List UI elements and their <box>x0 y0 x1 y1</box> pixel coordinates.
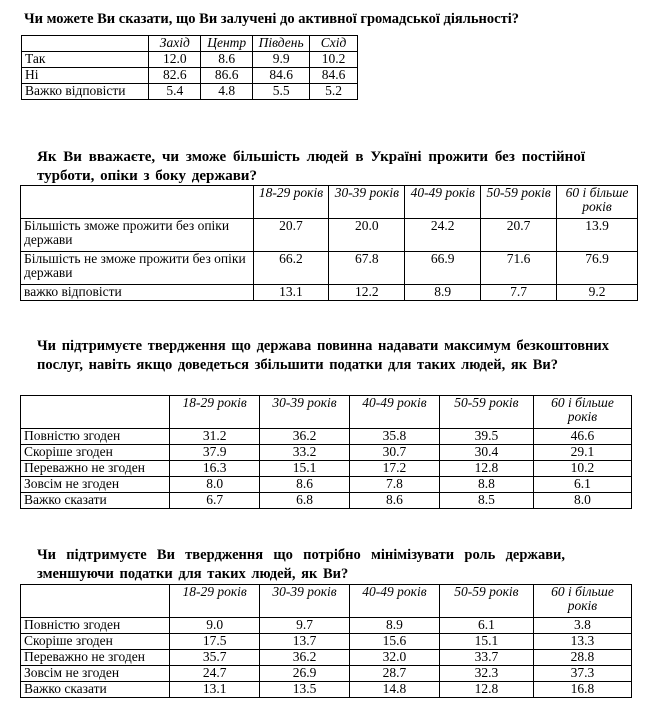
table-row <box>21 285 638 301</box>
row-label: Повністю згоден <box>21 429 170 445</box>
table-4 <box>20 584 632 698</box>
column-header: 40-49 років <box>349 585 439 618</box>
table-header-row <box>21 585 632 618</box>
column-header: 50-59 років <box>439 585 533 618</box>
cell: 16.8 <box>533 682 631 698</box>
question-4-title: Чи підтримуєте Ви твердження що потрібно мінімізувати роль держави, зменшуючи податки для таких людей, як Ви? <box>37 547 565 582</box>
cell: 8.6 <box>260 477 350 493</box>
cell: 46.6 <box>533 429 631 445</box>
row-label: Зовсім не згоден <box>21 666 170 682</box>
table-row <box>21 219 638 252</box>
column-header: 40-49 років <box>405 186 481 219</box>
table-row <box>21 634 632 650</box>
cell: 9.7 <box>260 618 350 634</box>
table-row <box>22 84 358 100</box>
cell: 10.2 <box>533 461 631 477</box>
table-header-row <box>21 396 632 429</box>
row-label: Переважно не згоден <box>21 461 170 477</box>
table-row <box>21 429 632 445</box>
cell: 20.7 <box>253 219 329 252</box>
cell: 8.8 <box>439 477 533 493</box>
cell: 5.4 <box>149 84 201 100</box>
cell: 86.6 <box>201 68 253 84</box>
cell: 12.0 <box>149 52 201 68</box>
column-header: Центр <box>201 36 253 52</box>
cell: 7.7 <box>481 285 557 301</box>
cell: 9.0 <box>170 618 260 634</box>
cell: 31.2 <box>170 429 260 445</box>
cell: 84.6 <box>253 68 310 84</box>
table-row <box>21 493 632 509</box>
cell: 12.2 <box>329 285 405 301</box>
table-header-row <box>21 186 638 219</box>
cell: 71.6 <box>481 252 557 285</box>
cell: 24.7 <box>170 666 260 682</box>
table-row <box>21 477 632 493</box>
cell: 30.7 <box>349 445 439 461</box>
header-blank <box>21 396 170 429</box>
table-row <box>22 52 358 68</box>
question-1-title: Чи можете Ви сказати, що Ви залучені до активної громадської діяльності? <box>24 11 520 27</box>
table-row <box>21 682 632 698</box>
cell: 4.8 <box>201 84 253 100</box>
cell: 13.1 <box>253 285 329 301</box>
cell: 8.6 <box>349 493 439 509</box>
cell: 37.3 <box>533 666 631 682</box>
cell: 5.5 <box>253 84 310 100</box>
cell: 10.2 <box>310 52 358 68</box>
column-header: 18-29 років <box>170 396 260 429</box>
cell: 28.7 <box>349 666 439 682</box>
header-blank <box>22 36 149 52</box>
cell: 36.2 <box>260 650 350 666</box>
column-header: 50-59 років <box>439 396 533 429</box>
row-label: Більшість зможе прожити без опіки держави <box>21 219 254 252</box>
cell: 33.2 <box>260 445 350 461</box>
cell: 32.3 <box>439 666 533 682</box>
question-3-title: Чи підтримуєте твердження що держава повинна надавати максимум безкоштовних послуг, навіть якщо доведеться збільшити податки для таких людей, як Ви? <box>37 338 609 373</box>
row-label: Важко сказати <box>21 682 170 698</box>
cell: 8.0 <box>170 477 260 493</box>
cell: 13.3 <box>533 634 631 650</box>
cell: 24.2 <box>405 219 481 252</box>
cell: 37.9 <box>170 445 260 461</box>
row-label: Так <box>22 52 149 68</box>
column-header: Південь <box>253 36 310 52</box>
cell: 5.2 <box>310 84 358 100</box>
cell: 20.7 <box>481 219 557 252</box>
cell: 6.8 <box>260 493 350 509</box>
row-label: Скоріше згоден <box>21 634 170 650</box>
table-3 <box>20 395 632 509</box>
column-header: 60 і більше років <box>533 585 631 618</box>
cell: 13.5 <box>260 682 350 698</box>
cell: 26.9 <box>260 666 350 682</box>
row-label: Важко сказати <box>21 493 170 509</box>
row-label: Переважно не згоден <box>21 650 170 666</box>
row-label: Більшість не зможе прожити без опіки держави <box>21 252 254 285</box>
column-header: Захід <box>149 36 201 52</box>
cell: 6.1 <box>439 618 533 634</box>
table-row <box>21 666 632 682</box>
cell: 33.7 <box>439 650 533 666</box>
column-header: Схід <box>310 36 358 52</box>
cell: 6.7 <box>170 493 260 509</box>
cell: 39.5 <box>439 429 533 445</box>
table-row <box>21 618 632 634</box>
cell: 7.8 <box>349 477 439 493</box>
cell: 17.5 <box>170 634 260 650</box>
cell: 35.8 <box>349 429 439 445</box>
cell: 67.8 <box>329 252 405 285</box>
column-header: 18-29 років <box>253 186 329 219</box>
cell: 14.8 <box>349 682 439 698</box>
header-blank <box>21 186 254 219</box>
table-row <box>21 650 632 666</box>
cell: 84.6 <box>310 68 358 84</box>
table-row <box>21 445 632 461</box>
cell: 15.1 <box>439 634 533 650</box>
cell: 8.0 <box>533 493 631 509</box>
cell: 76.9 <box>557 252 638 285</box>
row-label: важко відповісти <box>21 285 254 301</box>
table-2 <box>20 185 638 301</box>
column-header: 30-39 років <box>260 585 350 618</box>
column-header: 18-29 років <box>170 585 260 618</box>
cell: 36.2 <box>260 429 350 445</box>
header-blank <box>21 585 170 618</box>
row-label: Скоріше згоден <box>21 445 170 461</box>
cell: 66.9 <box>405 252 481 285</box>
cell: 29.1 <box>533 445 631 461</box>
table-header-row <box>22 36 358 52</box>
cell: 28.8 <box>533 650 631 666</box>
cell: 13.7 <box>260 634 350 650</box>
cell: 8.5 <box>439 493 533 509</box>
column-header: 60 і більше років <box>557 186 638 219</box>
cell: 30.4 <box>439 445 533 461</box>
column-header: 30-39 років <box>260 396 350 429</box>
row-label: Повністю згоден <box>21 618 170 634</box>
cell: 66.2 <box>253 252 329 285</box>
cell: 8.6 <box>201 52 253 68</box>
column-header: 40-49 років <box>349 396 439 429</box>
question-2-title: Як Ви вважаєте, чи зможе більшість людей в Україні прожити без постійної турботи, опіки з боку держави? <box>37 149 585 184</box>
row-label: Ні <box>22 68 149 84</box>
cell: 32.0 <box>349 650 439 666</box>
cell: 82.6 <box>149 68 201 84</box>
cell: 8.9 <box>405 285 481 301</box>
cell: 12.8 <box>439 682 533 698</box>
column-header: 50-59 років <box>481 186 557 219</box>
cell: 9.9 <box>253 52 310 68</box>
cell: 13.9 <box>557 219 638 252</box>
cell: 17.2 <box>349 461 439 477</box>
table-row <box>21 461 632 477</box>
cell: 16.3 <box>170 461 260 477</box>
table-1 <box>21 35 358 100</box>
column-header: 60 і більше років <box>533 396 631 429</box>
cell: 3.8 <box>533 618 631 634</box>
cell: 6.1 <box>533 477 631 493</box>
cell: 12.8 <box>439 461 533 477</box>
row-label: Важко відповісти <box>22 84 149 100</box>
column-header: 30-39 років <box>329 186 405 219</box>
table-row <box>22 68 358 84</box>
cell: 15.6 <box>349 634 439 650</box>
row-label: Зовсім не згоден <box>21 477 170 493</box>
cell: 20.0 <box>329 219 405 252</box>
cell: 15.1 <box>260 461 350 477</box>
table-row <box>21 252 638 285</box>
cell: 8.9 <box>349 618 439 634</box>
cell: 9.2 <box>557 285 638 301</box>
cell: 13.1 <box>170 682 260 698</box>
cell: 35.7 <box>170 650 260 666</box>
